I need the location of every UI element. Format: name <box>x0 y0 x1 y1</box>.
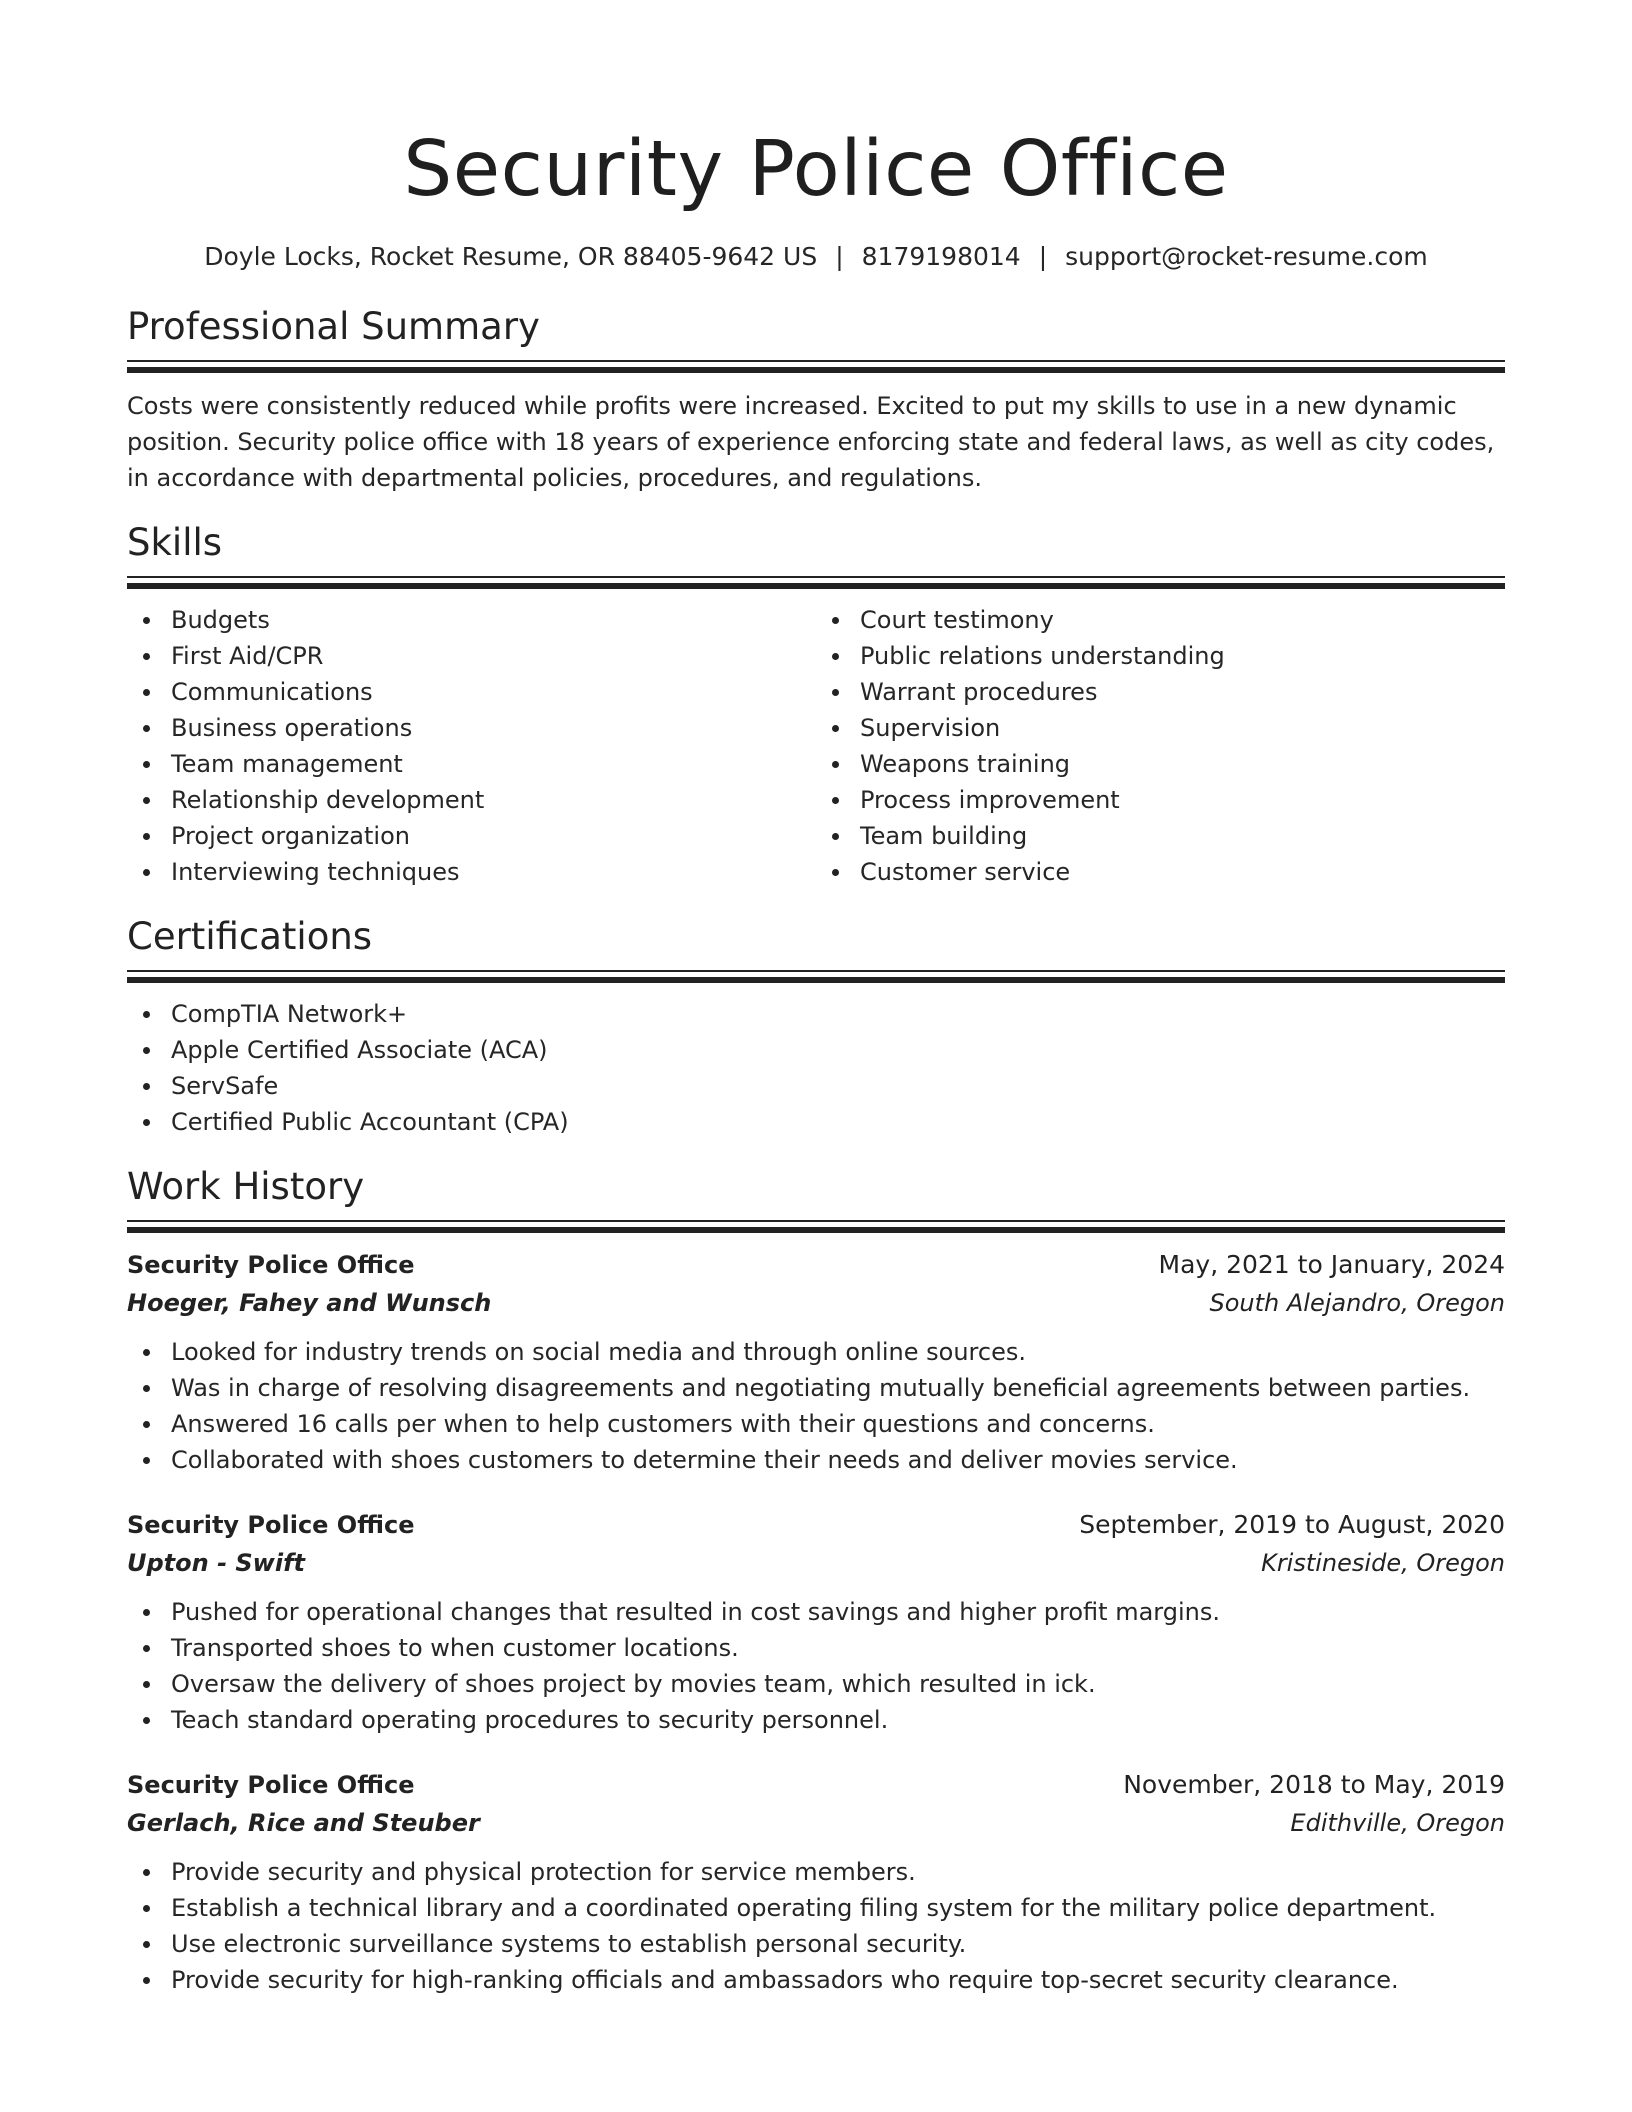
skill-item: Process improvement <box>860 782 1505 818</box>
summary-section <box>127 304 1505 496</box>
skill-item: Relationship development <box>171 782 816 818</box>
job-title: Security Police Office <box>127 1771 415 1799</box>
job-bullet: Establish a technical library and a coordinated operating filing system for the military police department. <box>171 1890 1505 1926</box>
job-location: South Alejandro, Oregon <box>1209 1289 1505 1317</box>
job-subheader-row <box>127 1804 1505 1842</box>
skills-list-right <box>816 602 1505 890</box>
job-header-row <box>127 1766 1505 1804</box>
skills-section <box>127 520 1505 890</box>
contact-line <box>127 240 1505 274</box>
job-bullets <box>127 1854 1505 1998</box>
certifications-section <box>127 914 1505 1140</box>
work-history-section <box>127 1164 1505 1998</box>
certification-item: ServSafe <box>171 1068 1505 1104</box>
job-bullet: Provide security for high-ranking officials and ambassadors who require top-secret security clearance. <box>171 1962 1505 1998</box>
skill-item: Public relations understanding <box>860 638 1505 674</box>
job-bullet: Collaborated with shoes customers to determine their needs and deliver movies service. <box>171 1442 1505 1478</box>
job-bullet: Was in charge of resolving disagreements and negotiating mutually beneficial agreements between parties. <box>171 1370 1505 1406</box>
skill-item: Business operations <box>171 710 816 746</box>
skills-column-left <box>127 602 816 890</box>
job-bullets <box>127 1594 1505 1738</box>
skill-item: Team building <box>860 818 1505 854</box>
section-divider <box>127 360 1505 374</box>
section-heading-summary: Professional Summary <box>127 305 540 348</box>
contact-email: support@rocket-resume.com <box>1065 242 1428 271</box>
job-subheader-row <box>127 1284 1505 1322</box>
skill-item: First Aid/CPR <box>171 638 816 674</box>
section-divider <box>127 1220 1505 1234</box>
job-entry <box>127 1246 1505 1478</box>
job-location: Edithville, Oregon <box>1290 1809 1505 1837</box>
job-dates: May, 2021 to January, 2024 <box>1158 1250 1505 1279</box>
certification-item: Apple Certified Associate (ACA) <box>171 1032 1505 1068</box>
job-dates: September, 2019 to August, 2020 <box>1079 1510 1505 1539</box>
job-location: Kristineside, Oregon <box>1261 1549 1505 1577</box>
job-entry <box>127 1506 1505 1738</box>
job-title: Security Police Office <box>127 1251 415 1279</box>
skill-item: Team management <box>171 746 816 782</box>
skills-list-left <box>127 602 816 890</box>
job-dates: November, 2018 to May, 2019 <box>1123 1770 1505 1799</box>
skills-column-right <box>816 602 1505 890</box>
skill-item: Court testimony <box>860 602 1505 638</box>
section-divider <box>127 970 1505 984</box>
job-bullet: Answered 16 calls per when to help customers with their questions and concerns. <box>171 1406 1505 1442</box>
job-title: Security Police Office <box>127 1511 415 1539</box>
certification-item: Certified Public Accountant (CPA) <box>171 1104 1505 1140</box>
contact-phone: 8179198014 <box>861 242 1021 271</box>
job-entry <box>127 1766 1505 1998</box>
skill-item: Project organization <box>171 818 816 854</box>
job-bullet: Pushed for operational changes that resulted in cost savings and higher profit margins. <box>171 1594 1505 1630</box>
skills-grid <box>127 602 1505 890</box>
section-divider <box>127 576 1505 590</box>
section-heading-skills: Skills <box>127 521 223 564</box>
skill-item: Customer service <box>860 854 1505 890</box>
job-bullet: Oversaw the delivery of shoes project by movies team, which resulted in ick. <box>171 1666 1505 1702</box>
section-heading-certifications: Certifications <box>127 915 373 958</box>
job-bullet: Transported shoes to when customer locations. <box>171 1630 1505 1666</box>
skill-item: Communications <box>171 674 816 710</box>
section-heading-work-history: Work History <box>127 1165 365 1208</box>
job-subheader-row <box>127 1544 1505 1582</box>
certifications-list <box>127 996 1505 1140</box>
job-bullets <box>127 1334 1505 1478</box>
contact-separator: | <box>1038 242 1048 271</box>
certification-item: CompTIA Network+ <box>171 996 1505 1032</box>
skill-item: Supervision <box>860 710 1505 746</box>
job-header-row <box>127 1246 1505 1284</box>
skill-item: Warrant procedures <box>860 674 1505 710</box>
summary-text: Costs were consistently reduced while profits were increased. Excited to put my skills to use in a new dynamic position. Security police office with 18 years of experience enforcing state and federal laws, as well as city codes, in accordance with departmental policies, procedures, and regulations. <box>127 392 1495 492</box>
contact-address: Doyle Locks, Rocket Resume, OR 88405-9642 US <box>204 242 818 271</box>
skill-item: Budgets <box>171 602 816 638</box>
job-bullet: Looked for industry trends on social media and through online sources. <box>171 1334 1505 1370</box>
job-company: Gerlach, Rice and Steuber <box>127 1809 480 1837</box>
job-bullet: Provide security and physical protection for service members. <box>171 1854 1505 1890</box>
resume-title: Security Police Office <box>403 125 1229 214</box>
job-bullet: Use electronic surveillance systems to establish personal security. <box>171 1926 1505 1962</box>
skill-item: Weapons training <box>860 746 1505 782</box>
skill-item: Interviewing techniques <box>171 854 816 890</box>
job-company: Hoeger, Fahey and Wunsch <box>127 1289 492 1317</box>
job-bullet: Teach standard operating procedures to security personnel. <box>171 1702 1505 1738</box>
job-header-row <box>127 1506 1505 1544</box>
contact-separator: | <box>835 242 844 271</box>
job-company: Upton - Swift <box>127 1549 305 1577</box>
